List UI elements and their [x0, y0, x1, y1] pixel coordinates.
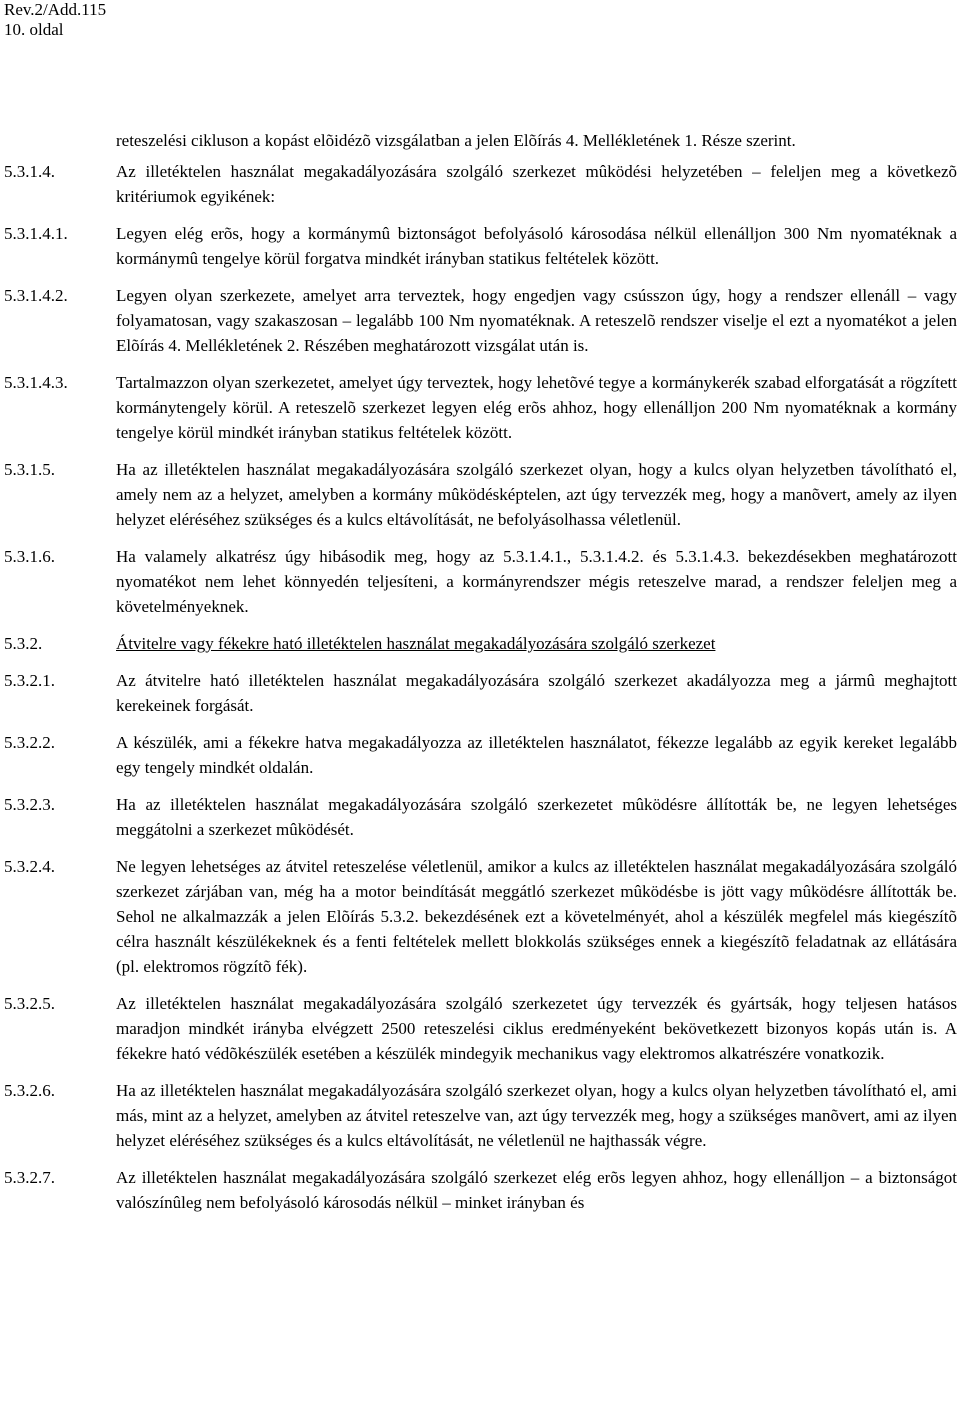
paragraph [4, 283, 957, 358]
paragraph-number: 5.3.1.4.3. [4, 373, 68, 392]
section-number: 5.3.2. [4, 634, 43, 653]
paragraph-number: 5.3.1.4.2. [4, 286, 68, 305]
paragraph-number: 5.3.1.6. [4, 547, 55, 566]
paragraph-text: Legyen olyan szerkezete, amelyet arra terveztek, hogy engedjen vagy csússzon úgy, hogy a rendszer ellenáll – vagy folyamatosan, vagy szakaszosan – legalább 100 Nm nyomatéknak. A reteszelõ rendszer viselje el ezt a nyomatékot a jelen Elõírás 4. Mellékletének 2. Részében meghatározott vizsgálat után is. [116, 286, 957, 355]
paragraph-number: 5.3.2.2. [4, 733, 55, 752]
document-body [4, 128, 957, 1215]
section-heading [4, 631, 957, 656]
paragraph [4, 991, 957, 1066]
paragraph-number: 5.3.1.4.1. [4, 224, 68, 243]
paragraph-text: Ha az illetéktelen használat megakadályozására szolgáló szerkezetet mûködésre állították be, ne legyen lehetséges meggátolni a szerkezet mûködését. [116, 795, 957, 839]
paragraph-text: Ha az illetéktelen használat megakadályozására szolgáló szerkezet olyan, hogy a kulcs olyan helyzetben távolítható el, amely nem az a helyzet, amelyben a kormány mûködésképtelen, azt úgy tervezzék meg, hogy a manõvert, amely az ilyen helyzet eléréséhez szükséges és a kulcs eltávolítását, ne befolyásolhassa véletlenül. [116, 460, 957, 529]
paragraph-number: 5.3.2.4. [4, 857, 55, 876]
paragraph [4, 1165, 957, 1215]
paragraph [4, 370, 957, 445]
paragraph [4, 730, 957, 780]
paragraph-number: 5.3.2.5. [4, 994, 55, 1013]
paragraph-number: 5.3.1.4. [4, 162, 55, 181]
paragraph-number: 5.3.2.1. [4, 671, 55, 690]
paragraph-text: Ha valamely alkatrész úgy hibásodik meg, hogy az 5.3.1.4.1., 5.3.1.4.2. és 5.3.1.4.3. bekezdésekben meghatározott nyomatékot nem lehet könnyedén teljesíteni, a kormányrendszer mégis reteszelve marad, a rendszer feleljen meg a követelményeknek. [116, 547, 957, 616]
paragraph-number: 5.3.2.6. [4, 1081, 55, 1100]
page-header [4, 0, 106, 40]
paragraph-number: 5.3.1.5. [4, 460, 55, 479]
paragraph-text: A készülék, ami a fékekre hatva megakadályozza az illetéktelen használatot, fékezze legalább az egyik kereket legalább egy tengely mindkét oldalán. [116, 733, 957, 777]
paragraph [4, 792, 957, 842]
section-title: Átvitelre vagy fékekre ható illetéktelen használat megakadályozására szolgáló szerkezet [116, 634, 716, 653]
paragraph-text: Az illetéktelen használat megakadályozására szolgáló szerkezet mûködési helyzetében – feleljen meg a következõ kritériumok egyikének: [116, 162, 957, 206]
paragraph-number: 5.3.2.7. [4, 1168, 55, 1187]
paragraph [4, 1078, 957, 1153]
paragraph [4, 854, 957, 979]
paragraph-text: Legyen elég erõs, hogy a kormánymû biztonságot befolyásoló károsodása nélkül ellenálljon 300 Nm nyomatéknak a kormánymû tengelye körül forgatva mindkét irányban statikus feltételek között. [116, 224, 957, 268]
document-reference: Rev.2/Add.115 [4, 0, 107, 19]
paragraph-text: Ha az illetéktelen használat megakadályozására szolgáló szerkezet olyan, hogy a kulcs olyan helyzetben távolítható el, ami más, mint az a helyzet, amelyben az átvitel reteszelve van, azt úgy tervezzék meg, hogy a szükséges manõvert, ami az ilyen helyzet eléréséhez szükséges és a kulcs eltávolítását, ne véletlenül ne hajthassák végre. [116, 1081, 957, 1150]
paragraph-text: Az átvitelre ható illetéktelen használat megakadályozására szolgáló szerkezet akadályozza meg a jármû meghajtott kerekeinek forgását. [116, 671, 957, 715]
paragraph [4, 128, 957, 153]
paragraph [4, 544, 957, 619]
paragraph [4, 668, 957, 718]
paragraph [4, 457, 957, 532]
paragraph-text: Az illetéktelen használat megakadályozására szolgáló szerkezetet úgy tervezzék és gyártsák, hogy teljesen hatásos maradjon mindkét irányba elvégzett 2500 reteszelési ciklus eredményeként bekövetkezett bizonyos kopás után is. A fékekre ható védõkészülék esetében a készülék mindegyik mechanikus vagy elektromos alkatrészére vonatkozik. [116, 994, 957, 1063]
paragraph [4, 159, 957, 209]
paragraph-text: Az illetéktelen használat megakadályozására szolgáló szerkezet elég erõs legyen ahhoz, hogy ellenálljon – a biztonságot valószínûleg nem befolyásoló károsodás nélkül – minket irányban és [116, 1168, 957, 1212]
paragraph [4, 221, 957, 271]
paragraph-number: 5.3.2.3. [4, 795, 55, 814]
paragraph-text: Ne legyen lehetséges az átvitel reteszelése véletlenül, amikor a kulcs az illetéktelen használat megakadályozására szolgáló szerkezet zárjában van, még ha a motor beindítását meggátló szerkezet mûködésbe is jött vagy mûködésre állították be. Sehol ne alkalmazzák a jelen Elõírás 5.3.2. bekezdésének ezt a követelményét, ahol a készülék megfelel más kiegészítõ célra használt készülékeknek és a fenti feltételek mellett blokkolás szükséges ennek a kiegészítõ feladatnak az ellátására (pl. elektromos rögzítõ fék). [116, 857, 957, 976]
paragraph-text: reteszelési cikluson a kopást elõidézõ vizsgálatban a jelen Elõírás 4. Mellékletének 1. Része szerint. [116, 131, 796, 150]
paragraph-text: Tartalmazzon olyan szerkezetet, amelyet úgy terveztek, hogy lehetõvé tegye a kormánykerék szabad elforgatását a rögzített kormánytengely körül. A reteszelõ szerkezet legyen elég erõs ahhoz, hogy ellenálljon 200 Nm nyomatéknak a kormány tengelye körül mindkét irányban statikus feltételek között. [116, 373, 957, 442]
page-number: 10. oldal [4, 20, 64, 39]
